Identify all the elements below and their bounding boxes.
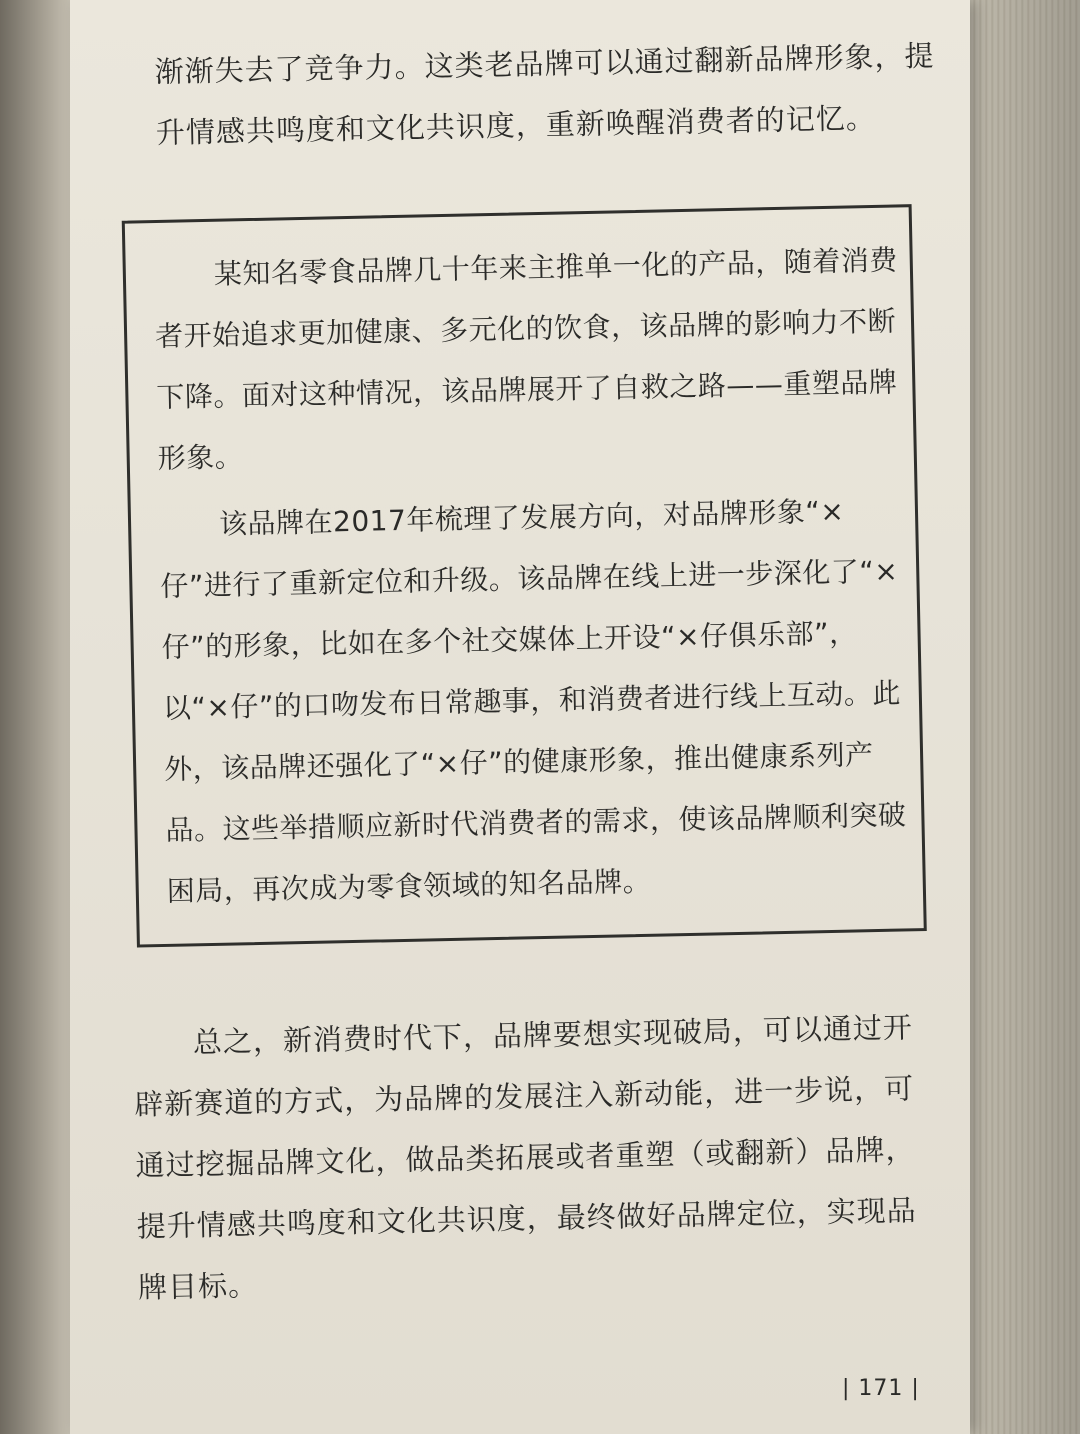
- opening-paragraph: 渐渐失去了竞争力。这类老品牌可以通过翻新品牌形象，提升情感共鸣度和文化共识度，重新唤醒消费者的记忆。: [154, 38, 935, 150]
- page-number: | 171 |: [842, 1376, 920, 1401]
- page-content: [133, 25, 970, 1317]
- closing-paragraph: 总之，新消费时代下，品牌要想实现破局，可以通过开辟新赛道的方式，为品牌的发展注入新动能，进一步说，可通过挖掘品牌文化，做品类拓展或者重塑（或翻新）品牌，提升情感共鸣度和文化共识度，最终做好品牌定位，实现品牌目标。: [133, 1010, 918, 1305]
- case-paragraph-1: 某知名零食品牌几十年来主推单一化的产品，随着消费者开始追求更加健康、多元化的饮食，该品牌的影响力不断下降。面对这种情况，该品牌展开了自救之路——重塑品牌形象。: [154, 243, 899, 476]
- book-binding: [0, 0, 78, 1434]
- case-study-box: [122, 204, 927, 947]
- book-page: [70, 0, 970, 1434]
- case-paragraph-2: 该品牌在2017年梳理了发展方向，对品牌形象“×仔”进行了重新定位和升级。该品牌在线上进一步深化了“×仔”的形象，比如在多个社交媒体上开设“×仔俱乐部”，以“×仔”的口吻发布日常趣事，和消费者进行线上互动。此外，该品牌还强化了“×仔”的健康形象，推出健康系列产品。这些举措顺应新时代消费者的需求，使该品牌顺利突破困局，再次成为零食领域的知名品牌。: [160, 494, 907, 908]
- closing-section: [132, 997, 938, 1319]
